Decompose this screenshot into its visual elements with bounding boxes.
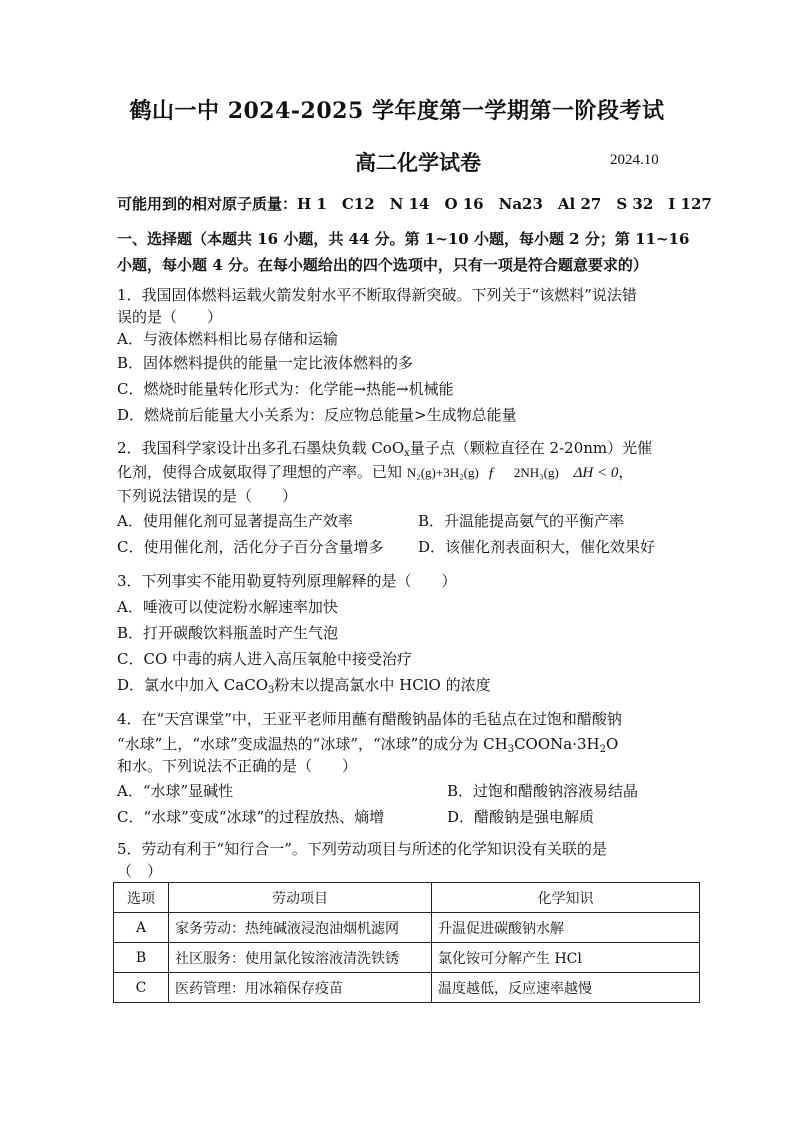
q2-equation-dh: ΔH < 0 [573,465,619,481]
table-row [114,973,700,1003]
q3-option-d-sub: 3 [268,685,275,696]
q2-option-a: A．使用催化剂可显著提高生产效率 [117,512,353,530]
q3-option-c: C．CO 中毒的病人进入高压氧舱中接受治疗 [117,650,413,668]
q2-stem-line1 [117,437,652,459]
exam-title: 鹤山一中 2024-2025 学年度第一学期第一阶段考试 [129,98,665,124]
q4-option-b: B．过饱和醋酸钠溶液易结晶 [447,782,639,800]
table-row [114,913,700,943]
q4-stem-line2 [117,733,618,755]
exam-subtitle: 高二化学试卷 [355,150,481,175]
q2-equation-left: N₂(g)+3H₂(g) [406,465,479,480]
q4-stem-line3: 和水。下列说法不正确的是（ ） [117,757,358,775]
table-cell: A [114,913,169,943]
q2-equation-arrow: ƒ [487,465,496,481]
q2-option-d: D．该催化剂表面积大，催化效果好 [418,538,656,556]
table-cell: B [114,943,169,973]
q2-option-b: B．升温能提高氨气的平衡产率 [418,512,625,530]
q4-stem-line1: 4．在“天宫课堂”中，王亚平老师用蘸有醋酸钠晶体的毛毡点在过饱和醋酸钠 [117,710,622,728]
q4-stem-line2-post: O [605,735,619,753]
table-cell: 氯化铵可分解产生 HCl [432,943,700,973]
q4-stem-line2-pre: “水球”上，“水球”变成温热的“冰球”，“冰球”的成分为 CH [117,735,508,753]
table-cell: 家务劳动：热纯碱液浸泡油烟机滤网 [169,913,432,943]
q3-option-d [117,674,491,696]
table-header-row [114,883,700,913]
table-row [114,943,700,973]
q4-option-c: C．“水球”变成“冰球”的过程放热、熵增 [117,808,385,826]
q1-option-d: D．燃烧前后能量大小关系为：反应物总能量>生成物总能量 [117,406,517,424]
q2-equation-right: 2NH₃(g) [513,465,559,480]
q1-option-a: A．与液体燃料相比易存储和运输 [117,330,338,348]
q2-stem-line2-pre: 化剂，使得合成氨取得了理想的产率。已知 [117,463,403,481]
q2-stem-sub: x [404,448,410,459]
q3-stem: 3．下列事实不能用勒夏特列原理解释的是（ ） [117,572,457,590]
q2-option-c: C．使用催化剂，活化分子百分含量增多 [117,538,384,556]
q1-stem-line2: 误的是（ ） [117,308,223,326]
q4-stem-sub1: 3 [507,744,515,755]
q3-option-d-pre: D．氯水中加入 CaCO [117,676,268,694]
table-cell: 医药管理：用冰箱保存疫苗 [169,973,432,1003]
q2-stem-line1-rest: 量子点（颗粒直径在 2-20nm）光催 [409,439,653,457]
table-cell: C [114,973,169,1003]
q3-option-b: B．打开碳酸饮料瓶盖时产生气泡 [117,624,339,642]
atomic-masses: 可能用到的相对原子质量：H 1 C12 N 14 O 16 Na23 Al 27 S 32 I 127 [117,195,712,213]
q2-stem-line1-pre: 2．我国科学家设计出多孔石墨炔负载 CoO [117,439,405,457]
q5-stem-line2: （ ） [117,862,163,880]
q4-stem-sub2: 2 [599,744,606,755]
q5-stem-line1: 5．劳动有利于“知行合一”。下列劳动项目与所述的化学知识没有关联的是 [117,840,607,858]
q1-stem-line1: 1．我国固体燃料运载火箭发射水平不断取得新突破。下列关于“该燃料”说法错 [117,286,637,304]
exam-date: 2024.10 [610,152,659,168]
q2-stem-line3: 下列说法错误的是（ ） [117,487,298,505]
q2-stem-line2 [117,461,633,482]
section1-instructions-line1: 一、选择题（本题共 16 小题，共 44 分。第 1~10 小题，每小题 2 分；第 11~16 [117,230,690,248]
table-header-cell: 劳动项目 [169,883,432,913]
q4-option-a: A．“水球”显碱性 [117,782,234,800]
table-cell: 社区服务：使用氯化铵溶液清洗铁锈 [169,943,432,973]
q4-stem-line2-mid: COONa·3H [514,735,600,753]
q2-equation-end: ， [618,463,634,481]
q3-option-a: A．唾液可以使淀粉水解速率加快 [117,598,338,616]
q4-option-d: D．醋酸钠是强电解质 [447,808,595,826]
table-header-cell: 选项 [114,883,169,913]
q3-option-d-post: 粉末以提高氯水中 HClO 的浓度 [274,676,491,694]
q5-table [113,882,700,1003]
table-cell: 温度越低，反应速率越慢 [432,973,700,1003]
section1-instructions-line2: 小题，每小题 4 分。在每小题给出的四个选项中，只有一项是符合题意要求的） [117,256,648,274]
q1-option-c: C．燃烧时能量转化形式为：化学能→热能→机械能 [117,380,454,398]
table-cell: 升温促进碳酸钠水解 [432,913,700,943]
table-header-cell: 化学知识 [432,883,700,913]
q1-option-b: B．固体燃料提供的能量一定比液体燃料的多 [117,354,414,372]
